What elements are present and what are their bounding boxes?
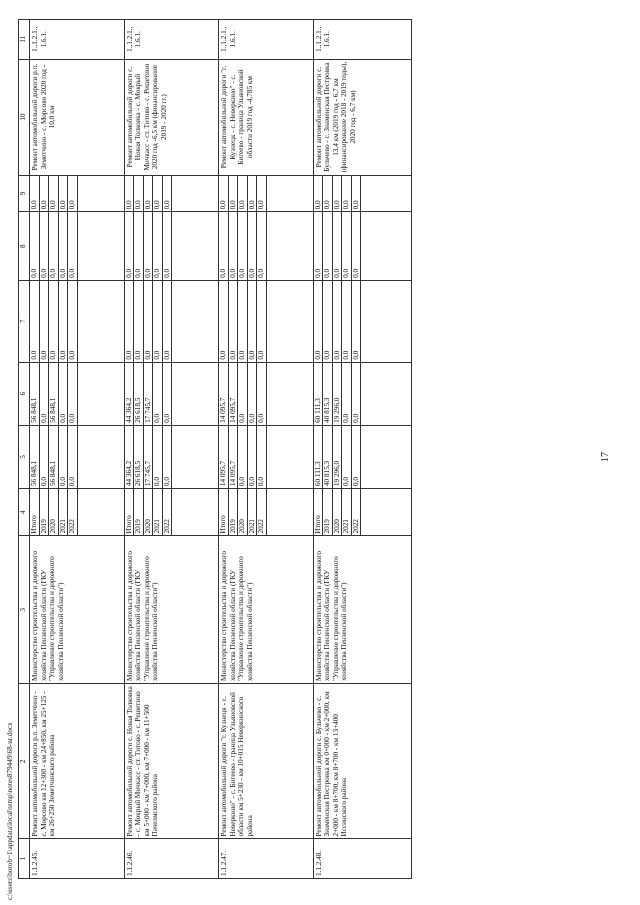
other-sources-cell: 0,0 xyxy=(30,175,40,212)
row-number-cell: 1.1.2.47. xyxy=(219,839,314,879)
total-funding-cell: 44 364,2 xyxy=(124,425,134,488)
other-sources-cell: 0,0 xyxy=(247,175,257,212)
total-funding-cell: 17 745,7 xyxy=(143,425,153,488)
total-funding-cell: 56 848,1 xyxy=(49,425,59,488)
total-funding-cell: 0,0 xyxy=(153,425,163,488)
other-sources-cell: 0,0 xyxy=(39,175,49,212)
other-sources-cell: 0,0 xyxy=(134,175,144,212)
object-name-cell: Ремонт автомобильной дороги "г. Кузнецк - с. Неверкино" - с. Бигеево - граница Ульяновской области км 5+230 - км 10+015 Неверкинского района xyxy=(219,684,314,839)
col-header: 10 xyxy=(19,59,30,175)
federal-budget-cell: 0,0 xyxy=(228,280,238,362)
year-cell: Итого xyxy=(219,489,229,536)
federal-budget-cell: 0,0 xyxy=(238,280,248,362)
col-header: 6 xyxy=(19,362,30,425)
federal-budget-cell: 0,0 xyxy=(342,280,352,362)
year-cell: Итого xyxy=(124,489,134,536)
federal-budget-cell: 0,0 xyxy=(162,280,172,362)
year-cell: Итого xyxy=(30,489,40,536)
col-header: 8 xyxy=(19,212,30,281)
year-cell: 2022 xyxy=(257,489,267,536)
federal-budget-cell: 0,0 xyxy=(247,280,257,362)
year-cell: 2020 xyxy=(238,489,248,536)
empty-cell xyxy=(77,489,124,536)
executor-cell: Министерство строительства и дорожного хозяйства Пензенской области (ГКУ "Управление строительства и дорожного хозяйства Пензенской области") xyxy=(30,536,125,684)
federal-budget-cell: 0,0 xyxy=(49,280,59,362)
local-budget-cell: 0,0 xyxy=(332,212,342,281)
empty-cell xyxy=(266,212,313,281)
local-budget-cell: 0,0 xyxy=(58,212,68,281)
table-row xyxy=(219,20,229,879)
empty-cell xyxy=(172,489,219,536)
other-sources-cell: 0,0 xyxy=(332,175,342,212)
empty-cell xyxy=(172,425,219,488)
total-funding-cell: 0,0 xyxy=(351,425,361,488)
col-header: 11 xyxy=(19,20,30,60)
local-budget-cell: 0,0 xyxy=(323,212,333,281)
year-cell: 2019 xyxy=(228,489,238,536)
local-budget-cell: 0,0 xyxy=(134,212,144,281)
empty-cell xyxy=(361,212,412,281)
federal-budget-cell: 0,0 xyxy=(30,280,40,362)
regional-budget-cell: 17 745,7 xyxy=(143,362,153,425)
result-cell: Ремонт автомобильной дороги с. Новая Толковка - с. Мокрый Мичкасс - ст. Титово - с. Решетино 2020 год -6,5 км (финансирование 2019 - 2020 гг.) xyxy=(124,59,219,175)
regional-budget-cell: 26 618,5 xyxy=(134,362,144,425)
year-cell: 2019 xyxy=(39,489,49,536)
regional-budget-cell: 0,0 xyxy=(68,362,78,425)
regional-budget-cell: 60 111,3 xyxy=(313,362,323,425)
indicator-cell: 1.,1.2.1., 1.6.1. xyxy=(313,20,412,60)
empty-cell xyxy=(361,425,412,488)
other-sources-cell: 0,0 xyxy=(323,175,333,212)
other-sources-cell: 0,0 xyxy=(49,175,59,212)
empty-cell xyxy=(77,280,124,362)
executor-cell: Министерство строительства и дорожного хозяйства Пензенской области (ГКУ "Управление строительства и дорожного хозяйства Пензенской области") xyxy=(124,536,219,684)
empty-cell xyxy=(361,362,412,425)
empty-cell xyxy=(77,362,124,425)
regional-budget-cell: 0,0 xyxy=(58,362,68,425)
footer-file-path: c:\users\borob~1\appdata\local\temp\notes879449\68-ur.docx xyxy=(6,722,14,900)
regional-budget-cell: 56 848,1 xyxy=(30,362,40,425)
regional-budget-cell: 0,0 xyxy=(247,362,257,425)
empty-cell xyxy=(266,362,313,425)
federal-budget-cell: 0,0 xyxy=(351,280,361,362)
total-funding-cell: 0,0 xyxy=(162,425,172,488)
federal-budget-cell: 0,0 xyxy=(68,280,78,362)
federal-budget-cell: 0,0 xyxy=(219,280,229,362)
federal-budget-cell: 0,0 xyxy=(313,280,323,362)
regional-budget-cell: 0,0 xyxy=(162,362,172,425)
empty-cell xyxy=(266,280,313,362)
total-funding-cell: 14 095,7 xyxy=(219,425,229,488)
other-sources-cell: 0,0 xyxy=(351,175,361,212)
federal-budget-cell: 0,0 xyxy=(323,280,333,362)
empty-cell xyxy=(172,362,219,425)
year-cell: 2020 xyxy=(49,489,59,536)
col-header: 7 xyxy=(19,280,30,362)
page-number: 17 xyxy=(600,452,611,462)
year-cell: 2022 xyxy=(68,489,78,536)
object-name-cell: Ремонт автомобильной дороги р.п. Земетчино - с. Морсово км 12+300 - км 24+850, км 25+125 - км 26+250 Земетчинского района xyxy=(30,684,125,839)
total-funding-cell: 0,0 xyxy=(247,425,257,488)
other-sources-cell: 0,0 xyxy=(219,175,229,212)
year-cell: 2019 xyxy=(134,489,144,536)
regional-budget-cell: 0,0 xyxy=(238,362,248,425)
local-budget-cell: 0,0 xyxy=(257,212,267,281)
year-cell: 2022 xyxy=(162,489,172,536)
empty-cell xyxy=(172,212,219,281)
total-funding-cell: 0,0 xyxy=(238,425,248,488)
empty-cell xyxy=(266,175,313,212)
regional-budget-cell: 19 296,0 xyxy=(332,362,342,425)
local-budget-cell: 0,0 xyxy=(124,212,134,281)
table-row xyxy=(313,20,323,879)
empty-cell xyxy=(266,425,313,488)
local-budget-cell: 0,0 xyxy=(68,212,78,281)
other-sources-cell: 0,0 xyxy=(143,175,153,212)
executor-cell: Министерство строительства и дорожного хозяйства Пензенской области (ГКУ "Управление строительства и дорожного хозяйства Пензенской области") xyxy=(219,536,314,684)
total-funding-cell: 0,0 xyxy=(342,425,352,488)
year-cell: 2020 xyxy=(143,489,153,536)
empty-cell xyxy=(266,489,313,536)
local-budget-cell: 0,0 xyxy=(238,212,248,281)
federal-budget-cell: 0,0 xyxy=(124,280,134,362)
table-body xyxy=(30,20,412,879)
col-header: 4 xyxy=(19,489,30,536)
total-funding-cell: 14 095,7 xyxy=(228,425,238,488)
other-sources-cell: 0,0 xyxy=(313,175,323,212)
regional-budget-cell: 0,0 xyxy=(153,362,163,425)
total-funding-cell: 0,0 xyxy=(39,425,49,488)
federal-budget-cell: 0,0 xyxy=(153,280,163,362)
local-budget-cell: 0,0 xyxy=(313,212,323,281)
regional-budget-cell: 14 095,7 xyxy=(228,362,238,425)
year-cell: 2022 xyxy=(351,489,361,536)
object-name-cell: Ремонт автомобильной дороги с. Бульчево - с. Знаменская Пестровка км 0+000 - км 2+000, км 2+000 - км 8+700, км 8+700 - км 13+400 Иссинского района xyxy=(313,684,412,839)
local-budget-cell: 0,0 xyxy=(247,212,257,281)
total-funding-cell: 40 815,3 xyxy=(323,425,333,488)
year-cell: 2020 xyxy=(332,489,342,536)
local-budget-cell: 0,0 xyxy=(153,212,163,281)
other-sources-cell: 0,0 xyxy=(228,175,238,212)
empty-cell xyxy=(172,280,219,362)
year-cell: 2021 xyxy=(58,489,68,536)
other-sources-cell: 0,0 xyxy=(124,175,134,212)
empty-cell xyxy=(361,280,412,362)
other-sources-cell: 0,0 xyxy=(238,175,248,212)
object-name-cell: Ремонт автомобильной дороги с. Новая Толковка - с. Мокрый Мичкасс - ст. Титово - с. Решетино км 5+000 - км 7+000, км 7+000 - км 11+500 Пачелмского района xyxy=(124,684,219,839)
total-funding-cell: 0,0 xyxy=(58,425,68,488)
other-sources-cell: 0,0 xyxy=(342,175,352,212)
empty-cell xyxy=(77,425,124,488)
executor-cell: Министерство строительства и дорожного хозяйства Пензенской области (ГКУ "Управление строительства и дорожного хозяйства Пензенской области") xyxy=(313,536,412,684)
federal-budget-cell: 0,0 xyxy=(332,280,342,362)
local-budget-cell: 0,0 xyxy=(228,212,238,281)
year-cell: 2021 xyxy=(342,489,352,536)
row-number-cell: 1.1.2.46. xyxy=(124,839,219,879)
total-funding-cell: 60 111,3 xyxy=(313,425,323,488)
federal-budget-cell: 0,0 xyxy=(134,280,144,362)
total-funding-cell: 56 848,1 xyxy=(30,425,40,488)
result-cell: Ремонт автомобильной дороги р.п. Земетчино - с. Морсово 2020 год - 10,0 км xyxy=(30,59,125,175)
regional-budget-cell: 0,0 xyxy=(342,362,352,425)
total-funding-cell: 0,0 xyxy=(257,425,267,488)
local-budget-cell: 0,0 xyxy=(49,212,59,281)
indicator-cell: 1.,1.2.1., 1.6.1. xyxy=(30,20,125,60)
federal-budget-cell: 0,0 xyxy=(58,280,68,362)
col-header: 5 xyxy=(19,425,30,488)
indicator-cell: 1.,1.2.1., 1.6.1. xyxy=(219,20,314,60)
local-budget-cell: 0,0 xyxy=(143,212,153,281)
federal-budget-cell: 0,0 xyxy=(39,280,49,362)
row-number-cell: 1.1.2.45. xyxy=(30,839,125,879)
col-header: 2 xyxy=(19,684,30,839)
indicator-cell: 1.,1.2.1., 1.6.1. xyxy=(124,20,219,60)
year-cell: 2021 xyxy=(247,489,257,536)
other-sources-cell: 0,0 xyxy=(162,175,172,212)
result-cell: Ремонт автомобильной дороги с. Бульчево - с. Знаменская Пестровка 13,4 км (2019 год - 6,7 км (финансирование 2018 - 2019 годы), 2020 год - 6,7 км) xyxy=(313,59,412,175)
year-cell: 2019 xyxy=(323,489,333,536)
year-cell: 2021 xyxy=(153,489,163,536)
other-sources-cell: 0,0 xyxy=(68,175,78,212)
table-row xyxy=(30,20,40,879)
empty-cell xyxy=(77,212,124,281)
regional-budget-cell: 0,0 xyxy=(351,362,361,425)
regional-budget-cell: 56 848,1 xyxy=(49,362,59,425)
program-table xyxy=(18,19,412,879)
regional-budget-cell: 14 095,7 xyxy=(219,362,229,425)
other-sources-cell: 0,0 xyxy=(153,175,163,212)
local-budget-cell: 0,0 xyxy=(39,212,49,281)
empty-cell xyxy=(172,175,219,212)
regional-budget-cell: 44 364,2 xyxy=(124,362,134,425)
regional-budget-cell: 40 815,3 xyxy=(323,362,333,425)
federal-budget-cell: 0,0 xyxy=(143,280,153,362)
local-budget-cell: 0,0 xyxy=(162,212,172,281)
col-header: 9 xyxy=(19,175,30,212)
local-budget-cell: 0,0 xyxy=(351,212,361,281)
local-budget-cell: 0,0 xyxy=(219,212,229,281)
col-header: 3 xyxy=(19,536,30,684)
regional-budget-cell: 0,0 xyxy=(257,362,267,425)
result-cell: Ремонт автомобильной дороги "г. Кузнецк - с. Неверкино" - с. Бигеево - граница Ульяновской области 2019 год -4,785 км xyxy=(219,59,314,175)
local-budget-cell: 0,0 xyxy=(30,212,40,281)
total-funding-cell: 19 296,0 xyxy=(332,425,342,488)
col-header: 1 xyxy=(19,839,30,879)
table-row xyxy=(124,20,134,879)
local-budget-cell: 0,0 xyxy=(342,212,352,281)
year-cell: Итого xyxy=(313,489,323,536)
empty-cell xyxy=(361,489,412,536)
other-sources-cell: 0,0 xyxy=(58,175,68,212)
federal-budget-cell: 0,0 xyxy=(257,280,267,362)
other-sources-cell: 0,0 xyxy=(257,175,267,212)
empty-cell xyxy=(77,175,124,212)
empty-cell xyxy=(361,175,412,212)
header-row xyxy=(19,20,30,879)
row-number-cell: 1.1.2.48. xyxy=(313,839,412,879)
regional-budget-cell: 0,0 xyxy=(39,362,49,425)
total-funding-cell: 26 618,5 xyxy=(134,425,144,488)
total-funding-cell: 0,0 xyxy=(68,425,78,488)
